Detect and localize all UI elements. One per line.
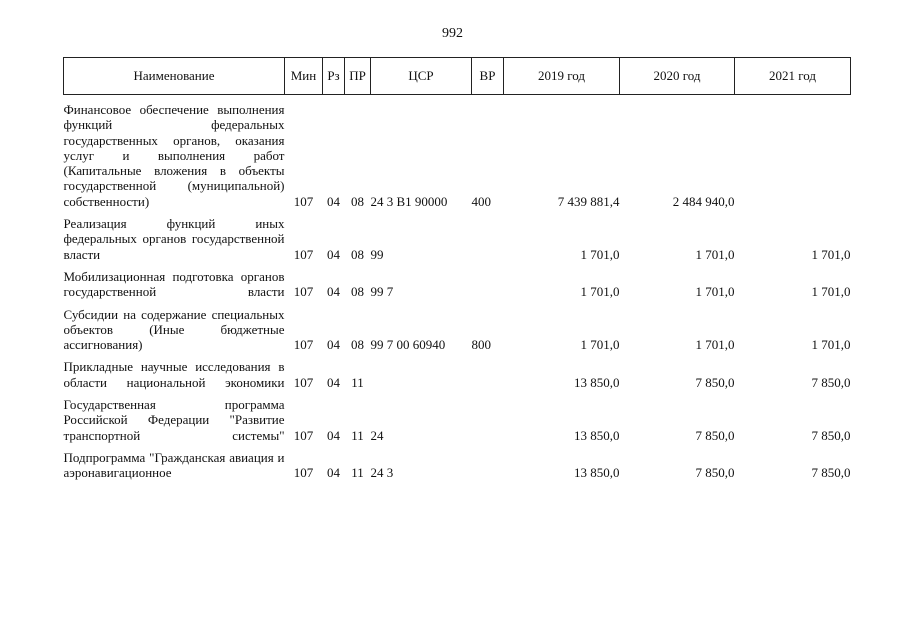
row-csr: 99 7 00 60940 (370, 337, 446, 353)
header-row (64, 58, 851, 95)
page-number: 992 (442, 26, 463, 41)
table-row (64, 397, 851, 443)
row-rz: 04 (327, 465, 340, 481)
row-rz: 04 (327, 374, 340, 390)
header-name: Наименование (64, 58, 285, 95)
row-min: 107 (293, 337, 314, 353)
row-csr: 24 3 (370, 465, 394, 481)
budget-table (63, 57, 851, 481)
row-2019: 13 850,0 (574, 427, 620, 443)
row-vr: 400 (471, 193, 491, 209)
table-row (64, 307, 851, 353)
header-2020: 2020 год (620, 58, 735, 95)
header-2019: 2019 год (504, 58, 620, 95)
row-2021: 7 850,0 (811, 427, 851, 443)
row-2019: 1 701,0 (580, 284, 620, 300)
row-2020: 2 484 940,0 (672, 193, 735, 209)
row-pr: 11 (351, 427, 364, 443)
row-2021: 7 850,0 (811, 465, 851, 481)
table-row (64, 216, 851, 262)
table-row (64, 450, 851, 481)
row-2021: 7 850,0 (811, 374, 851, 390)
row-2019: 1 701,0 (580, 246, 620, 262)
row-2019: 13 850,0 (574, 465, 620, 481)
header-2021: 2021 год (735, 58, 851, 95)
row-min: 107 (293, 193, 314, 209)
row-csr: 24 3 В1 90000 (370, 193, 448, 209)
row-2019: 1 701,0 (580, 337, 620, 353)
row-2021 (735, 102, 851, 209)
row-name: Мобилизационная подготовка органов государственной власти (63, 268, 285, 300)
row-pr: 08 (351, 337, 364, 353)
row-vr (472, 397, 504, 443)
header-csr: ЦСР (371, 58, 472, 95)
row-pr: 08 (351, 193, 364, 209)
row-2019: 7 439 881,4 (557, 193, 620, 209)
row-pr: 08 (351, 284, 364, 300)
row-2021: 1 701,0 (811, 246, 851, 262)
table-row (64, 359, 851, 390)
row-2020: 7 850,0 (695, 465, 735, 481)
row-rz: 04 (327, 284, 340, 300)
row-min: 107 (293, 427, 314, 443)
row-min: 107 (293, 374, 314, 390)
row-rz: 04 (327, 337, 340, 353)
header-vr: ВР (472, 58, 504, 95)
row-2021: 1 701,0 (811, 337, 851, 353)
row-rz: 04 (327, 427, 340, 443)
header-pr: ПР (345, 58, 371, 95)
row-name: Финансовое обеспечение выполнения функций федеральных государственных органов, оказания услуг и выполнения работ (Капитальные вложения в объекты государственной (муниципальной) собственности) (63, 102, 285, 209)
row-pr: 11 (351, 465, 364, 481)
row-name: Государственная программа Российской Федерации "Развитие транспортной системы" (63, 397, 285, 443)
row-min: 107 (293, 246, 314, 262)
table-row (64, 269, 851, 300)
header-min: Мин (285, 58, 323, 95)
row-pr: 08 (351, 246, 364, 262)
row-csr: 99 7 (370, 284, 394, 300)
header-rz: Рз (323, 58, 345, 95)
row-2020: 7 850,0 (695, 374, 735, 390)
row-name: Реализация функций иных федеральных органов государственной власти (63, 216, 285, 262)
row-csr (371, 359, 472, 390)
row-2020: 1 701,0 (695, 337, 735, 353)
row-2020: 1 701,0 (695, 246, 735, 262)
row-csr: 99 (370, 246, 384, 262)
row-vr (472, 359, 504, 390)
row-pr: 11 (351, 374, 364, 390)
row-rz: 04 (327, 193, 340, 209)
row-vr (472, 216, 504, 262)
row-name: Прикладные научные исследования в области национальной экономики (63, 359, 285, 390)
row-2020: 1 701,0 (695, 284, 735, 300)
table-row (64, 102, 851, 209)
row-name: Подпрограмма "Гражданская авиация и аэронавигационное (63, 449, 285, 481)
row-vr: 800 (471, 337, 491, 353)
row-csr: 24 (370, 427, 384, 443)
row-min: 107 (293, 284, 314, 300)
row-min: 107 (293, 465, 314, 481)
row-rz: 04 (327, 246, 340, 262)
row-2020: 7 850,0 (695, 427, 735, 443)
row-vr (472, 269, 504, 300)
row-name: Субсидии на содержание специальных объектов (Иные бюджетные ассигнования) (63, 306, 285, 353)
row-2021: 1 701,0 (811, 284, 851, 300)
row-vr (472, 450, 504, 481)
row-2019: 13 850,0 (574, 374, 620, 390)
